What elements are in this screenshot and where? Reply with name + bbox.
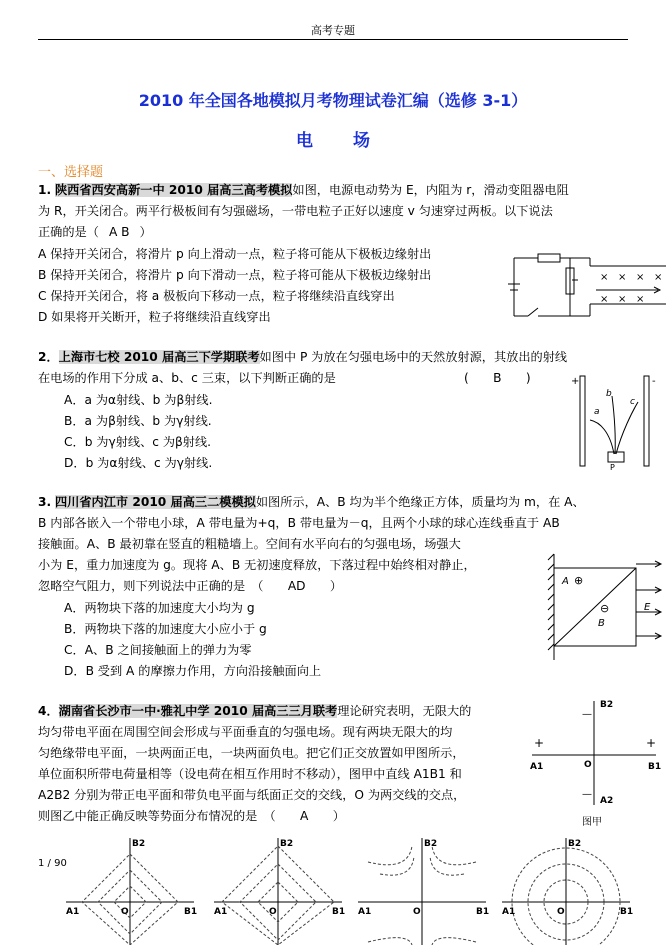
q2-source: 上海市七校 2010 届高三下学期联考 bbox=[58, 350, 260, 364]
q3-line1 bbox=[38, 492, 585, 513]
svg-text:×: × bbox=[618, 272, 627, 283]
q4-choice-b-figure bbox=[214, 838, 342, 945]
q1-option-c: C 保持开关闭合，将 a 极板向下移动一点，粒子将继续沿直线穿出 bbox=[38, 289, 395, 303]
q1-circuit-figure bbox=[508, 246, 666, 326]
q2-fig-minus: - bbox=[652, 376, 656, 387]
q4-fig-minus-top: — bbox=[582, 709, 592, 720]
q3-line2: B 内部各嵌入一个带电小球，A 带电量为+q，B 带电量为－q，且两个小球的球心连线垂直于 AB bbox=[38, 516, 560, 530]
q3-text-1: 如图所示，A、B 均为半个绝缘正方体，质量均为 m，在 A、 bbox=[255, 495, 585, 509]
q2-line1 bbox=[38, 347, 567, 368]
q4-fig-o: O bbox=[584, 760, 592, 770]
page-number: 1 / 90 bbox=[38, 858, 67, 869]
q3-number: 3. bbox=[38, 495, 52, 509]
svg-text:×: × bbox=[600, 272, 609, 283]
q3-option-c: C．A、B 之间接触面上的弹力为零 bbox=[64, 643, 252, 657]
page-header: 高考专题 bbox=[311, 24, 355, 37]
q1-option-a: A 保持开关闭合，将滑片 p 向上滑动一点，粒子将可能从下极板边缘射出 bbox=[38, 247, 432, 261]
q4-choice-d-figure bbox=[502, 838, 630, 945]
q3-fig-b: B bbox=[598, 618, 605, 629]
q4-source: 湖南省长沙市一中·雅礼中学 2010 届高三三月联考 bbox=[58, 704, 338, 718]
q2-line2-text: 在电场的作用下分成 a、b、c 三束，以下判断正确的是 bbox=[38, 371, 336, 385]
q1-line2: 为 R，开关闭合。两平行极板间有匀强磁场，一带电粒子正好以速度 v 匀速穿过两板。以下说法 bbox=[38, 204, 553, 218]
q4-a-b1: B1 bbox=[184, 907, 198, 917]
svg-text:×: × bbox=[600, 294, 609, 305]
q4-fig-b1: B1 bbox=[648, 762, 662, 772]
q3-blocks-figure bbox=[540, 552, 664, 662]
q1-number: 1. bbox=[38, 183, 52, 197]
q2-fig-c: c bbox=[630, 397, 635, 407]
q4-c-a1: A1 bbox=[358, 907, 372, 917]
q4-b-b2: B2 bbox=[280, 839, 294, 849]
q4-line2: 均匀带电平面在周围空间会形成与平面垂直的匀强电场。现有两块无限大的均 bbox=[38, 725, 453, 739]
q4-b-o: O bbox=[269, 907, 277, 917]
q4-d-o: O bbox=[557, 907, 565, 917]
q2-option-b: B．a 为β射线、b 为γ射线. bbox=[64, 414, 212, 428]
q2-fig-plus: + bbox=[571, 376, 580, 387]
q1-line3 bbox=[38, 222, 152, 243]
q2-option-d: D．b 为α射线、c 为γ射线. bbox=[64, 456, 213, 470]
q4-line5: A2B2 分别为带正电平面和带负电平面与纸面正交的交线，O 为两交线的交点， bbox=[38, 788, 466, 802]
header-divider bbox=[38, 39, 628, 40]
q4-a-a1: A1 bbox=[66, 907, 80, 917]
document-subtitle: 电场 bbox=[296, 131, 410, 151]
q2-fig-b: b bbox=[606, 389, 612, 399]
q1-option-d: D 如果将开关断开，粒子将继续沿直线穿出 bbox=[38, 310, 271, 324]
q1-line1 bbox=[38, 180, 569, 201]
q2-fig-a: a bbox=[594, 407, 600, 417]
q3-option-a: A．两物块下落的加速度大小均为 g bbox=[64, 601, 255, 615]
q1-text-1: 如图，电源电动势为 E，内阻为 r，滑动变阻器电阻 bbox=[292, 183, 569, 197]
q2-answer: ( B ) bbox=[464, 371, 531, 385]
q3-fig-e: E bbox=[644, 602, 651, 613]
svg-text:×: × bbox=[654, 272, 663, 283]
q4-figure-jia bbox=[526, 693, 662, 833]
q3-source: 四川省内江市 2010 届高三二模模拟 bbox=[55, 495, 256, 509]
q1-line3-end: ） bbox=[139, 225, 152, 239]
q2-radiation-figure bbox=[560, 372, 660, 472]
q3-line5: 忽略空气阻力，则下列说法中正确的是 （ AD ） bbox=[38, 579, 343, 593]
q3-fig-a: A bbox=[562, 576, 569, 587]
q4-fig-plus-left: + bbox=[534, 736, 545, 750]
q1-option-b: B 保持开关闭合，将滑片 p 向下滑动一点，粒子将可能从下极板边缘射出 bbox=[38, 268, 432, 282]
section-heading: 一、选择题 bbox=[38, 165, 104, 180]
q4-a-o: O bbox=[121, 907, 129, 917]
q4-line4: 单位面积所带电荷量相等（设电荷在相互作用时不移动），图甲中直线 A1B1 和 bbox=[38, 767, 462, 781]
q2-number: 2． bbox=[38, 350, 59, 364]
q3-line4: 小为 E，重力加速度为 g。现将 A、B 无初速度释放，下落过程中始终相对静止， bbox=[38, 558, 476, 572]
q4-d-a1: A1 bbox=[502, 907, 516, 917]
q2-fig-p: P bbox=[610, 463, 615, 472]
q4-d-b2: B2 bbox=[568, 839, 582, 849]
q4-fig-plus-right: + bbox=[646, 736, 657, 750]
q2-option-a: A．a 为α射线、b 为β射线. bbox=[64, 393, 213, 407]
q4-fig-a1: A1 bbox=[530, 762, 544, 772]
q4-choice-c-figure bbox=[358, 838, 486, 945]
document-title: 2010 年全国各地模拟月考物理试卷汇编（选修 3-1） bbox=[138, 91, 528, 110]
q3-option-d: D．B 受到 A 的摩擦力作用，方向沿接触面向上 bbox=[64, 664, 322, 678]
q4-a-b2: B2 bbox=[132, 839, 146, 849]
q1-answer: A B bbox=[108, 225, 130, 239]
svg-text:×: × bbox=[618, 294, 627, 305]
q4-d-b1: B1 bbox=[620, 907, 634, 917]
q2-option-c: C．b 为γ射线、c 为β射线. bbox=[64, 435, 212, 449]
q3-line3: 接触面。A、B 最初靠在竖直的粗糙墙上。空间有水平向右的匀强电场，场强大 bbox=[38, 537, 461, 551]
q3-option-b: B．两物块下落的加速度大小应小于 g bbox=[64, 622, 267, 636]
q4-b-a1: A1 bbox=[214, 907, 228, 917]
q1-source: 陕西省西安高新一中 2010 届高三高考模拟 bbox=[55, 183, 293, 197]
q4-c-b2: B2 bbox=[424, 839, 438, 849]
q4-line3: 匀绝缘带电平面，一块两面正电，一块两面负电。把它们正交放置如甲图所示， bbox=[38, 746, 465, 760]
q4-c-o: O bbox=[413, 907, 421, 917]
q2-line2 bbox=[38, 368, 336, 389]
q4-number: 4． bbox=[38, 704, 59, 718]
q4-choice-figures bbox=[66, 832, 666, 945]
q4-fig-b2: B2 bbox=[600, 700, 614, 710]
q4-c-b1: B1 bbox=[476, 907, 490, 917]
svg-text:×: × bbox=[636, 272, 645, 283]
q4-choice-a-figure bbox=[66, 838, 194, 945]
q4-fig-minus-bottom: — bbox=[582, 789, 592, 800]
q4-b-b1: B1 bbox=[332, 907, 346, 917]
q3-fig-minus: ⊖ bbox=[600, 602, 610, 615]
q4-text-1: 理论研究表明，无限大的 bbox=[337, 704, 472, 718]
q4-fig-a2: A2 bbox=[600, 796, 614, 806]
q4-fig-caption: 图甲 bbox=[582, 817, 602, 828]
q2-text-1: 如图中 P 为放在匀强电场中的天然放射源，其放出的射线 bbox=[259, 350, 568, 364]
q4-line1 bbox=[38, 701, 471, 722]
q3-fig-plus: ⊕ bbox=[574, 574, 584, 587]
q4-line6: 则图乙中能正确反映等势面分布情况的是 （ A ） bbox=[38, 809, 345, 823]
q1-line3-start: 正确的是（ bbox=[38, 225, 99, 239]
svg-text:×: × bbox=[636, 294, 645, 305]
